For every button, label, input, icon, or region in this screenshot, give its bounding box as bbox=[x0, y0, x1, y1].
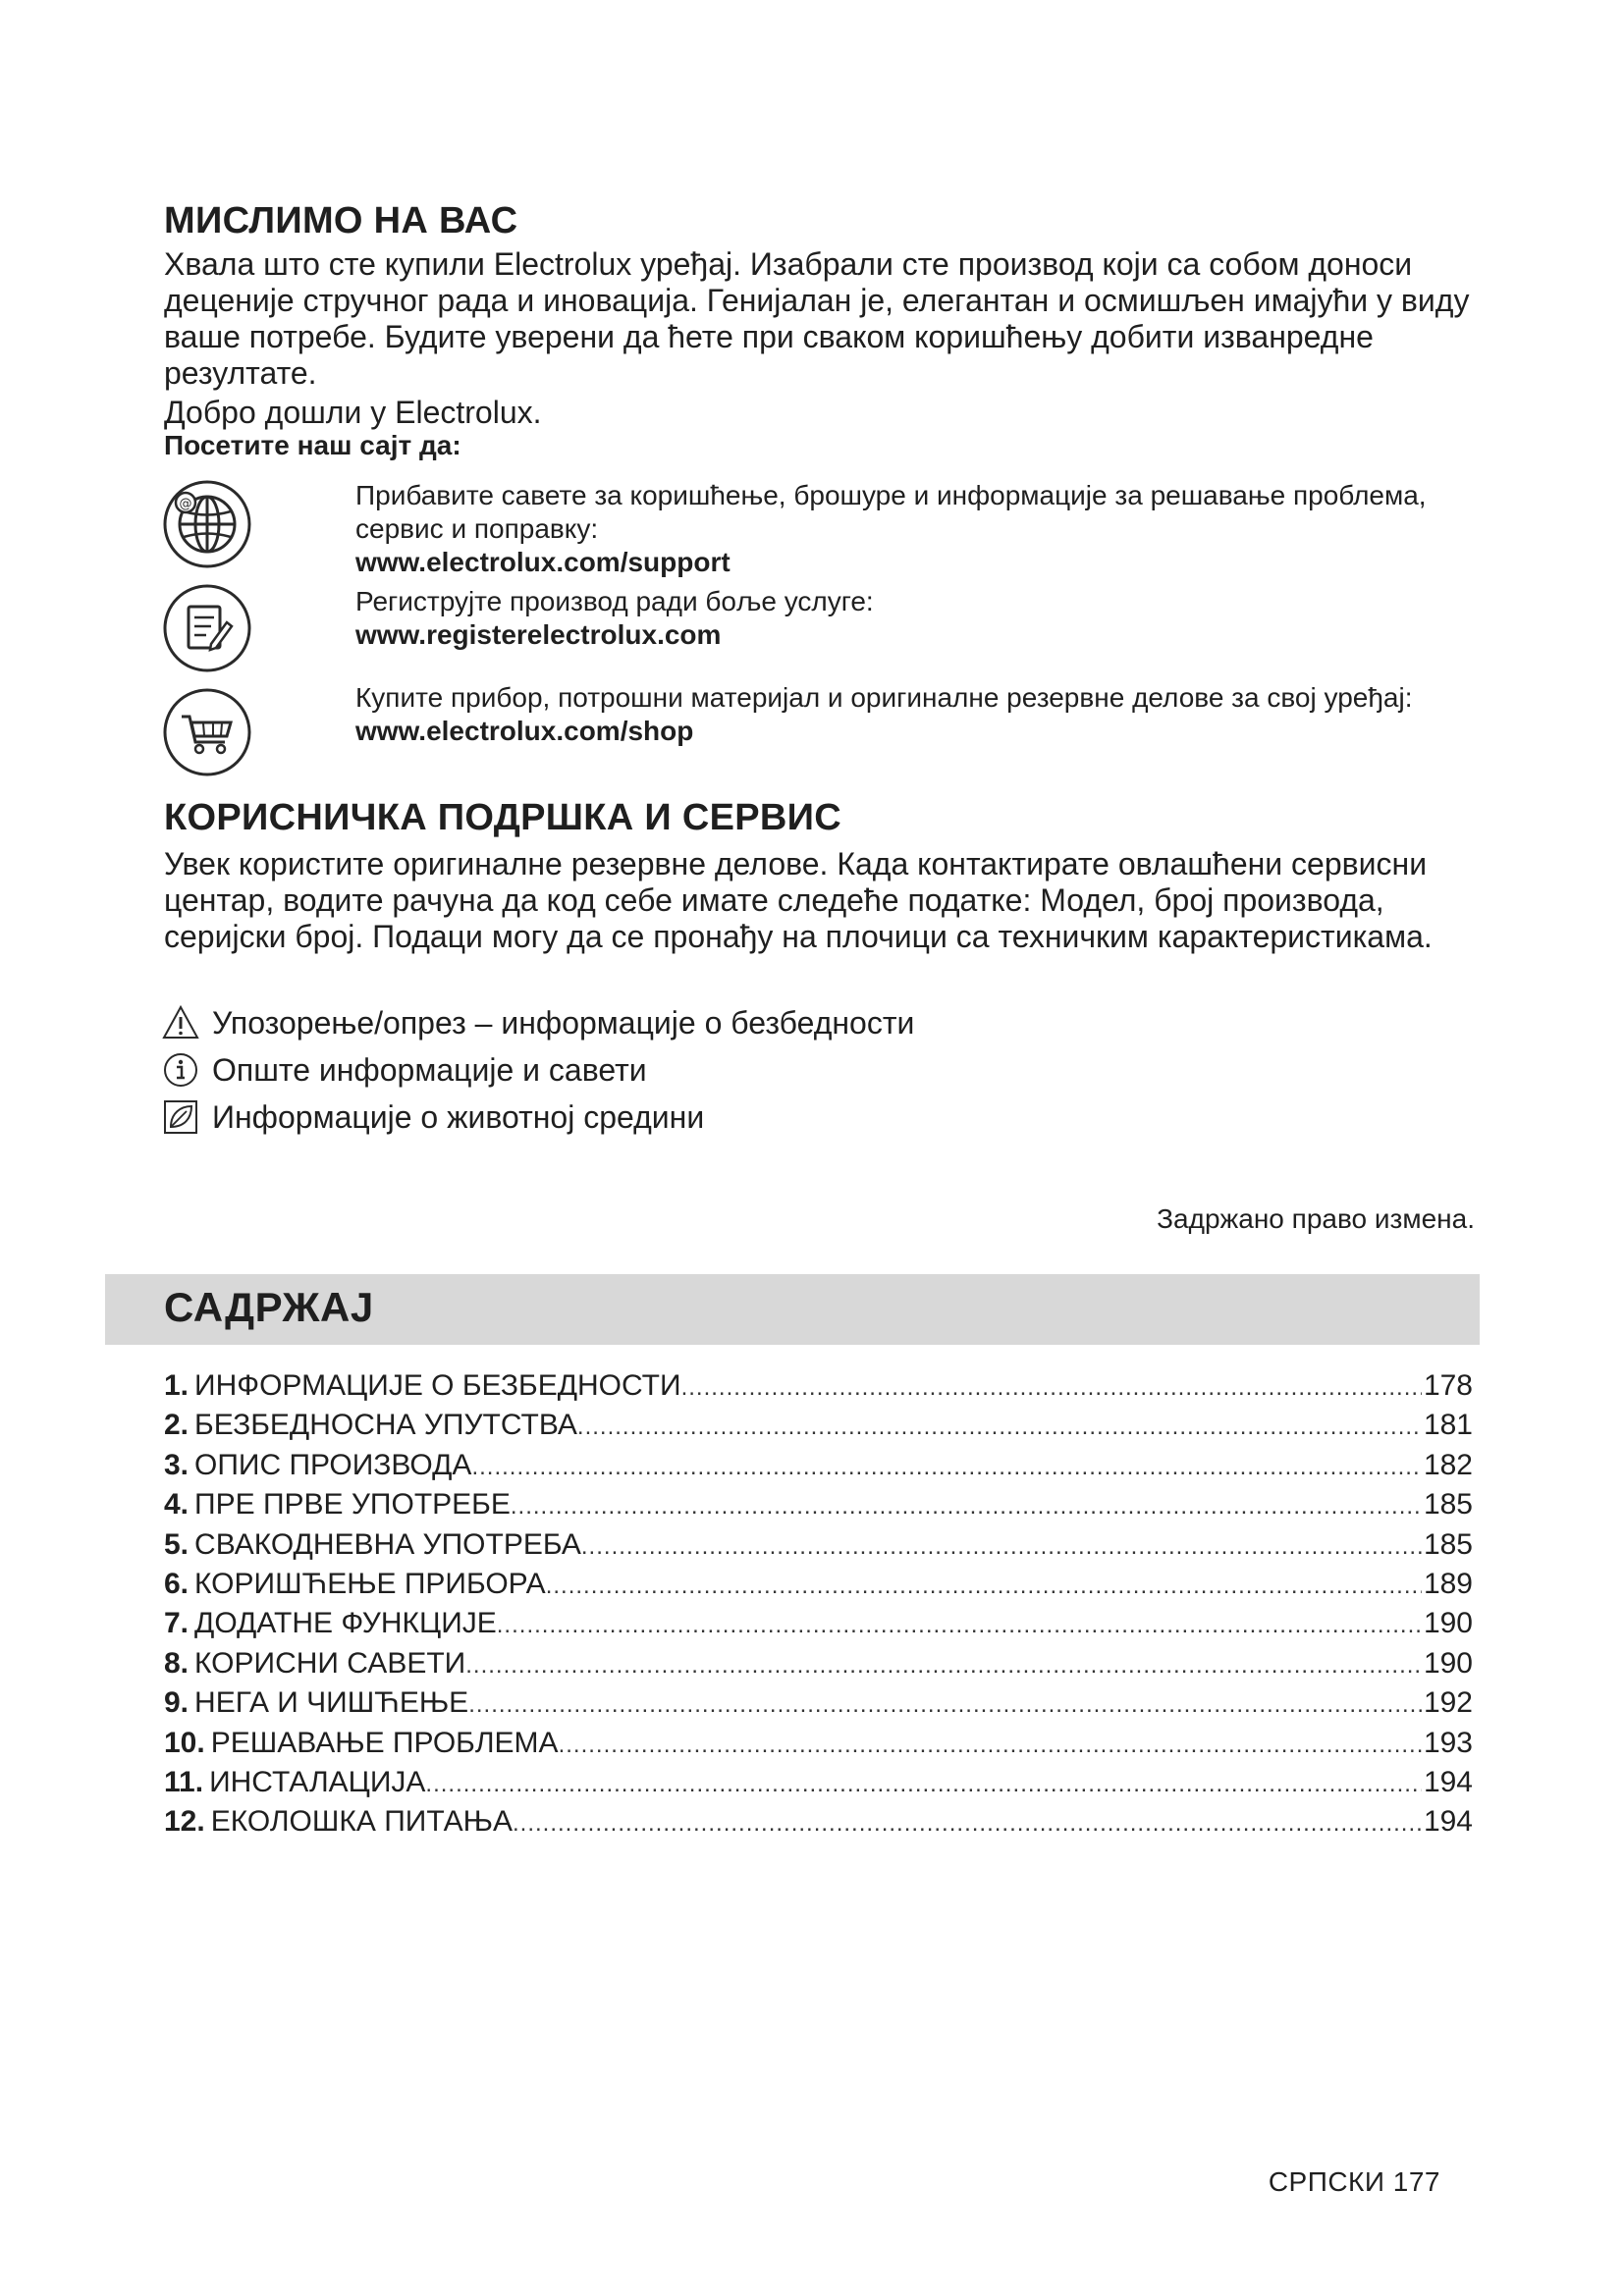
visit-support-text: Прибавите савете за коришћење, брошуре и информације за решавање проблема, сервис и поправку: bbox=[355, 480, 1427, 544]
toc-item[interactable]: 5. СВАКОДНЕВНА УПОТРЕБА ..... 185 bbox=[164, 1525, 1473, 1565]
support-link[interactable]: www.electrolux.com/support bbox=[355, 547, 731, 577]
legend-warning bbox=[161, 1001, 914, 1044]
contents-title: САДРЖАЈ bbox=[164, 1284, 374, 1330]
visit-label: Посетите наш сајт да: bbox=[164, 430, 461, 460]
shopping-cart-icon bbox=[162, 687, 252, 777]
toc-item[interactable]: 9. НЕГА И ЧИШЋЕЊЕ ..... 192 bbox=[164, 1683, 1473, 1723]
table-of-contents bbox=[164, 1366, 1473, 1842]
legend-info-text: Опште информације и савети bbox=[212, 1052, 647, 1088]
info-circle-icon bbox=[161, 1050, 200, 1090]
registration-form-icon bbox=[162, 583, 252, 673]
visit-item-support bbox=[355, 479, 1455, 579]
toc-item[interactable]: 1. ИНФОРМАЦИЈЕ О БЕЗБЕДНОСТИ ..... 178 bbox=[164, 1366, 1473, 1406]
warning-triangle-icon bbox=[161, 1003, 200, 1042]
page-footer: СРПСКИ 177 bbox=[1268, 2166, 1440, 2197]
legend-environment bbox=[161, 1095, 704, 1139]
toc-item[interactable]: 3. ОПИС ПРОИЗВОДА ..... 182 bbox=[164, 1446, 1473, 1485]
intro-paragraph: Хвала што сте купили Electrolux уређај. Изабрали сте производ који са собом доноси деценије стручног рада и иновација. Генијалан је, елегантан и осмишљен имајући у виду ваше потребе. Будите уверени да ћете при сваком коришћењу добити изванредне резултате. bbox=[164, 246, 1470, 391]
globe-icon bbox=[162, 479, 252, 569]
rights-reserved-note: Задржано право измена. bbox=[1157, 1203, 1475, 1234]
environment-leaf-icon bbox=[161, 1097, 200, 1137]
toc-item[interactable]: 11. ИНСТАЛАЦИЈА ..... 194 bbox=[164, 1763, 1473, 1802]
toc-item[interactable]: 8. КОРИСНИ САВЕТИ ..... 190 bbox=[164, 1644, 1473, 1683]
support-paragraph: Увек користите оригиналне резервне делове. Када контактирате овлашћени сервисни центар, водите рачуна да код себе имате следеће податке: Модел, број производа, серијски број. Подаци могу да се пронађу на плочици са техничким карактеристикама. bbox=[164, 846, 1433, 954]
visit-register-text: Региструјте производ ради боље услуге: bbox=[355, 586, 874, 616]
toc-item[interactable]: 7. ДОДАТНЕ ФУНКЦИЈЕ ..... 190 bbox=[164, 1604, 1473, 1643]
legend-warning-text: Упозорење/опрез – информације о безбедности bbox=[212, 1005, 915, 1041]
visit-shop-text: Купите прибор, потрошни материјал и оригиналне резервне делове за свој уређај: bbox=[355, 682, 1413, 713]
visit-item-register bbox=[355, 585, 1455, 652]
shop-link[interactable]: www.electrolux.com/shop bbox=[355, 716, 694, 746]
legend-environment-text: Информације о животној средини bbox=[212, 1099, 705, 1135]
toc-item[interactable]: 6. КОРИШЋЕЊЕ ПРИБОРА ..... 189 bbox=[164, 1565, 1473, 1604]
toc-item[interactable]: 4. ПРЕ ПРВЕ УПОТРЕБЕ ..... 185 bbox=[164, 1485, 1473, 1524]
visit-item-shop bbox=[355, 681, 1455, 748]
toc-item[interactable]: 10. РЕШАВАЊЕ ПРОБЛЕМА ..... 193 bbox=[164, 1724, 1473, 1763]
register-link[interactable]: www.registerelectrolux.com bbox=[355, 619, 722, 650]
toc-item[interactable]: 12. ЕКОЛОШКА ПИТАЊА ..... 194 bbox=[164, 1802, 1473, 1842]
toc-item[interactable]: 2. БЕЗБЕДНОСНА УПУТСТВА ..... 181 bbox=[164, 1406, 1473, 1445]
svg-text:@: @ bbox=[179, 497, 192, 511]
intro-heading: МИСЛИМО НА ВАС bbox=[164, 200, 518, 241]
support-heading: КОРИСНИЧКА ПОДРШКА И СЕРВИС bbox=[164, 797, 841, 838]
legend-info bbox=[161, 1048, 647, 1092]
welcome-text: Добро дошли у Electrolux. bbox=[164, 395, 542, 430]
